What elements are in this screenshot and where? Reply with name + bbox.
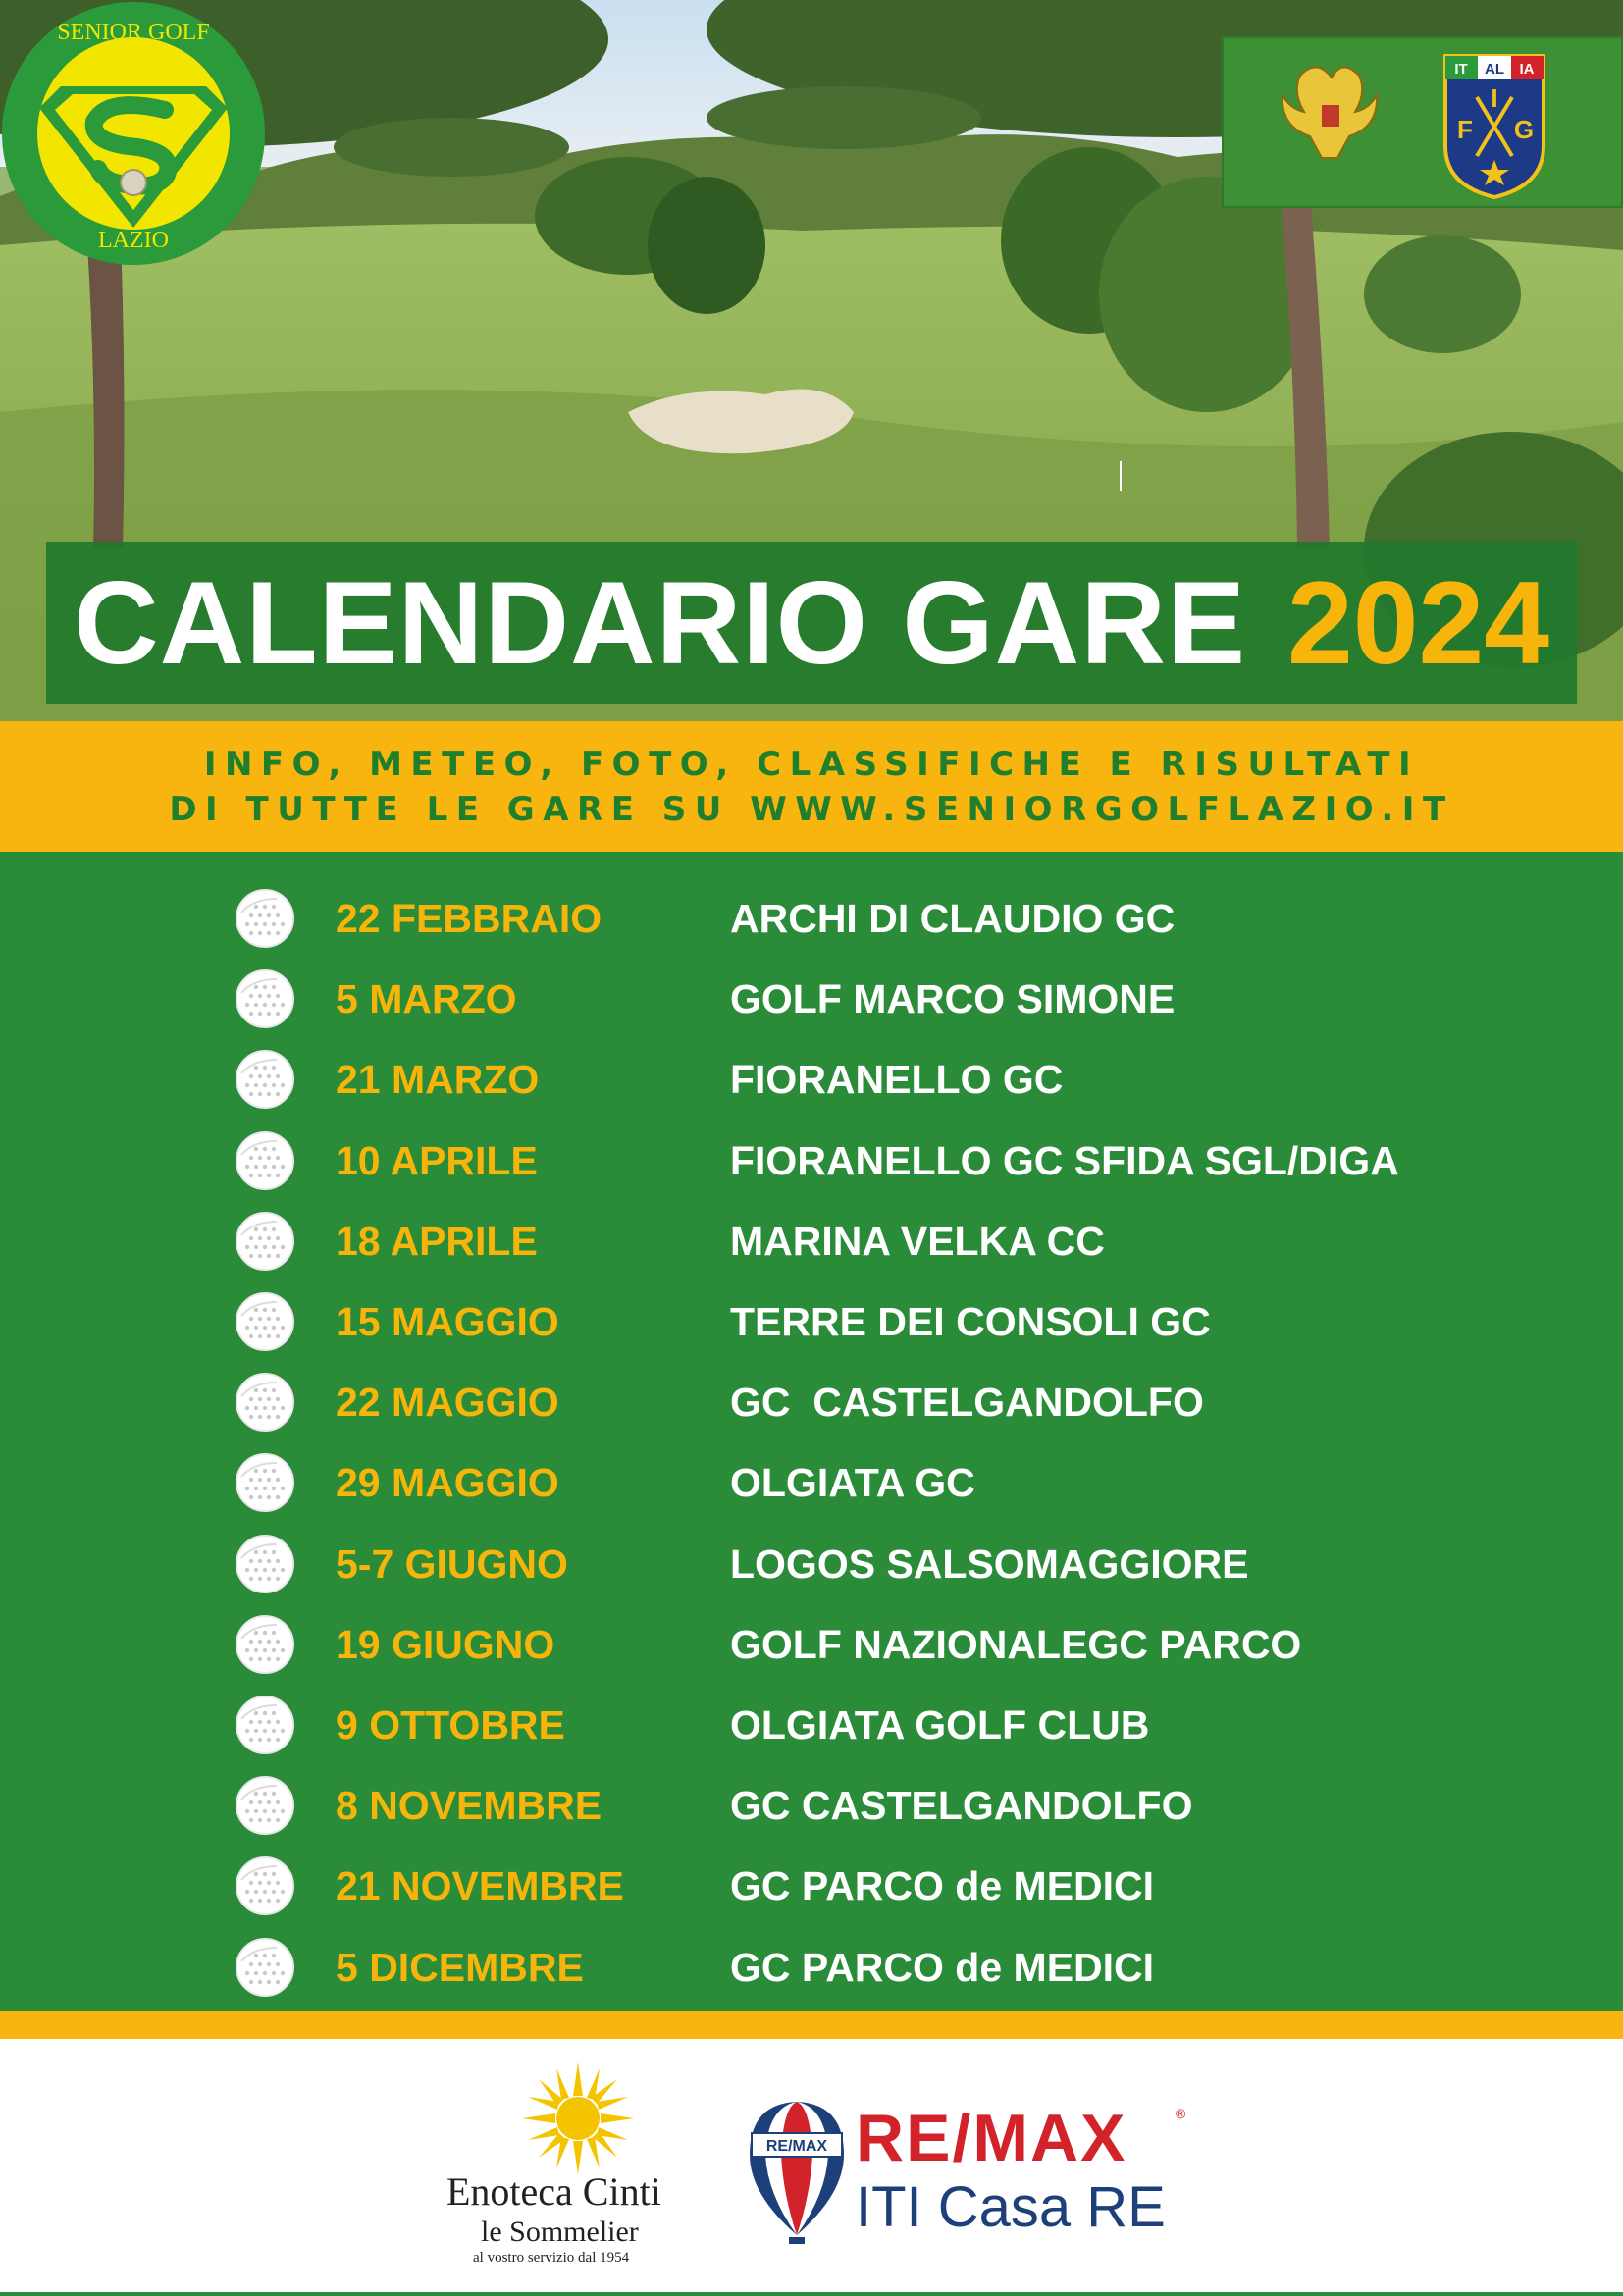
remax-balloon-text: RE/MAX [765, 2138, 828, 2155]
event-date: 9 OTTOBRE [336, 1702, 565, 1748]
golf-ball-icon [234, 1048, 296, 1111]
event-date: 5-7 GIUGNO [336, 1540, 568, 1587]
golf-ball-icon [234, 967, 296, 1030]
logo-top-text: SENIOR GOLF [57, 20, 210, 45]
golf-ball-icon [234, 1371, 296, 1434]
event-date: 29 MAGGIO [336, 1460, 559, 1506]
event-row [0, 1202, 1623, 1282]
event-date: 5 MARZO [336, 976, 517, 1022]
golf-ball-icon [234, 1854, 296, 1917]
event-row [0, 879, 1623, 960]
event-venue: ARCHI DI CLAUDIO GC [730, 896, 1176, 941]
golf-ball-icon [234, 1936, 296, 1999]
fig-shield-icon [1445, 56, 1544, 197]
enoteca-subtitle: le Sommelier [481, 2216, 639, 2248]
info-banner [0, 721, 1623, 852]
golf-ball-icon [234, 887, 296, 950]
event-venue: TERRE DEI CONSOLI GC [730, 1299, 1211, 1344]
sun-icon [520, 2061, 636, 2176]
event-date: 22 FEBBRAIO [336, 896, 602, 941]
remax-registered-mark: ® [1176, 2106, 1186, 2121]
event-date: 19 GIUGNO [336, 1621, 555, 1667]
event-venue: FIORANELLO GC [730, 1057, 1064, 1103]
event-venue: GC PARCO de MEDICI [730, 1863, 1155, 1909]
logo-bottom-text: LAZIO [98, 228, 169, 253]
event-row [0, 1040, 1623, 1121]
eagle-crest-icon [1224, 38, 1623, 210]
golf-ball-icon [234, 1129, 296, 1192]
event-venue: MARINA VELKA CC [730, 1218, 1105, 1264]
page-title: CALENDARIO GARE [74, 556, 1247, 689]
svg-text:AL: AL [1485, 61, 1504, 78]
event-row [0, 1766, 1623, 1847]
svg-text:IT: IT [1454, 61, 1468, 78]
event-row [0, 1525, 1623, 1605]
event-venue: GOLF MARCO SIMONE [730, 976, 1176, 1022]
golf-ball-icon [234, 1613, 296, 1676]
svg-text:F: F [1457, 115, 1473, 144]
event-venue: GC PARCO de MEDICI [730, 1944, 1155, 1990]
golf-ball-icon [234, 1210, 296, 1273]
event-row [0, 960, 1623, 1040]
event-venue: FIORANELLO GC SFIDA SGL/DIGA [730, 1137, 1399, 1183]
event-row [0, 1443, 1623, 1524]
event-row [0, 1928, 1623, 2009]
enoteca-name: Enoteca Cinti [446, 2169, 661, 2214]
event-row [0, 1122, 1623, 1202]
golf-ball-icon [234, 1774, 296, 1837]
event-row [0, 1605, 1623, 1686]
event-venue: GC CASTELGANDOLFO [730, 1380, 1204, 1426]
remax-office: ITI Casa RE [856, 2175, 1166, 2239]
event-date: 15 MAGGIO [336, 1299, 559, 1344]
golf-ball-icon [234, 1533, 296, 1595]
event-row [0, 1363, 1623, 1443]
golf-ball-icon [234, 1694, 296, 1756]
remax-balloon-icon [746, 2098, 849, 2245]
event-date: 5 DICEMBRE [336, 1944, 584, 1990]
senior-golf-lazio-logo [0, 0, 267, 267]
federation-logos [1222, 36, 1623, 208]
event-venue: OLGIATA GOLF CLUB [730, 1702, 1150, 1748]
golf-ball-icon [234, 1290, 296, 1353]
event-date: 18 APRILE [336, 1218, 538, 1264]
info-line-1: INFO, METEO, FOTO, CLASSIFICHE E RISULTATI [203, 744, 1420, 784]
event-venue: GC CASTELGANDOLFO [730, 1783, 1193, 1829]
event-date: 10 APRILE [336, 1137, 538, 1183]
svg-text:I: I [1491, 83, 1498, 113]
enoteca-tagline: al vostro servizio dal 1954 [473, 2250, 630, 2266]
bottom-border [0, 2292, 1623, 2296]
sponsors-section [0, 2039, 1623, 2296]
event-date: 22 MAGGIO [336, 1380, 559, 1426]
page-year: 2024 [1287, 556, 1549, 689]
event-row [0, 1847, 1623, 1927]
event-date: 21 MARZO [336, 1057, 540, 1103]
event-venue: LOGOS SALSOMAGGIORE [730, 1540, 1249, 1587]
svg-text:G: G [1513, 115, 1535, 144]
golf-ball-icon [234, 1451, 296, 1514]
event-venue: GOLF NAZIONALEGC PARCO [730, 1621, 1302, 1667]
info-line-2: DI TUTTE LE GARE SU WWW.SENIORGOLFLAZIO.IT [169, 789, 1454, 829]
event-venue: OLGIATA GC [730, 1460, 975, 1506]
event-row [0, 1686, 1623, 1766]
event-date: 21 NOVEMBRE [336, 1863, 624, 1909]
event-row [0, 1282, 1623, 1363]
remax-brand: RE/MAX [856, 2101, 1127, 2175]
svg-text:IA: IA [1519, 61, 1535, 78]
bottom-stripe [0, 2011, 1623, 2039]
event-calendar [0, 852, 1623, 2011]
header-photo [0, 0, 1623, 721]
title-banner [46, 542, 1577, 704]
event-date: 8 NOVEMBRE [336, 1783, 602, 1829]
